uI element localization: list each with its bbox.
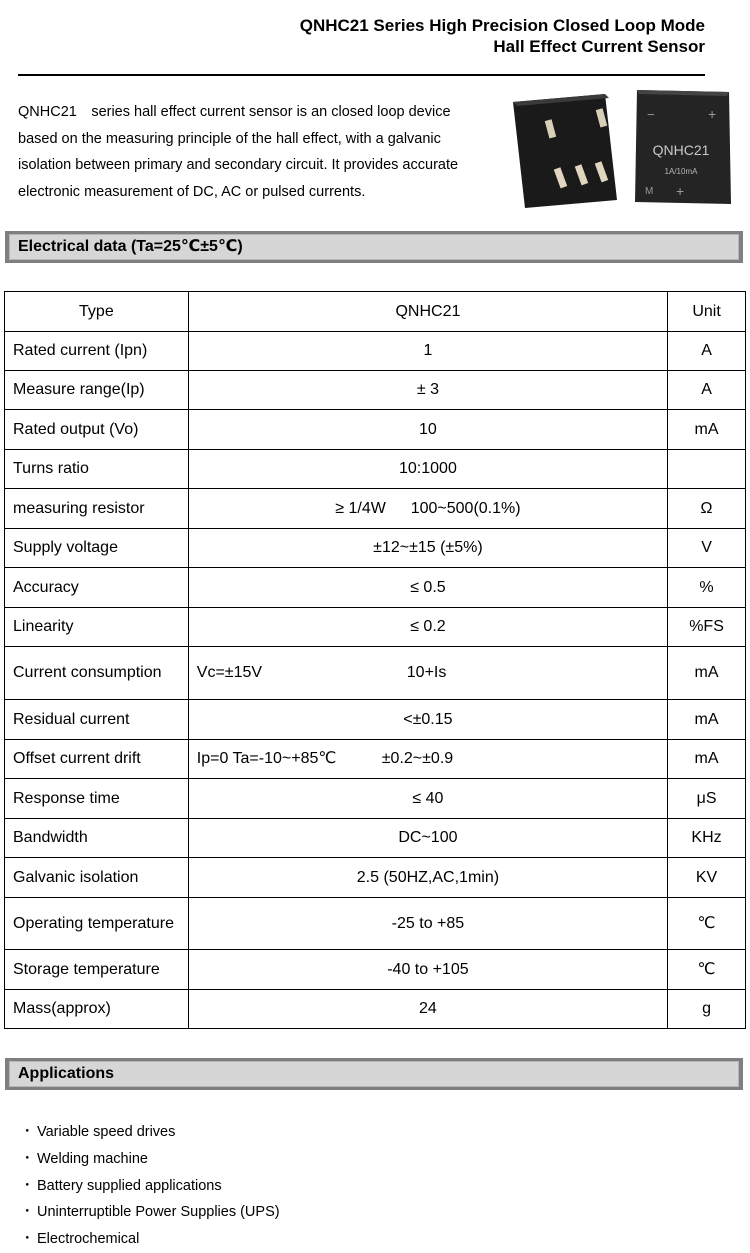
value-text: ±0.2~±0.9 bbox=[381, 750, 454, 767]
value-cell: DC~100 bbox=[188, 819, 667, 858]
table-row bbox=[5, 819, 746, 858]
unit-cell: mA bbox=[668, 740, 746, 779]
value-cell bbox=[188, 647, 667, 700]
unit-cell: ℃ bbox=[668, 898, 746, 950]
page-title bbox=[300, 15, 705, 57]
table-row bbox=[5, 858, 746, 898]
table-row bbox=[5, 700, 746, 740]
value-cell: -40 to +105 bbox=[188, 950, 667, 990]
table-row bbox=[5, 647, 746, 700]
unit-cell: A bbox=[668, 371, 746, 410]
condition-text: Ip=0 Ta=-10~+85℃ bbox=[196, 750, 337, 767]
applications-section-header bbox=[5, 1058, 743, 1090]
intro-line: based on the measuring principle of the hall effect, with a galvanic bbox=[18, 130, 441, 147]
bullet-icon: ・ bbox=[20, 1124, 35, 1140]
param-cell: Bandwidth bbox=[5, 819, 189, 858]
table-row bbox=[5, 410, 746, 450]
sensor-model-label: QNHC21 bbox=[652, 142, 710, 158]
param-cell: Galvanic isolation bbox=[5, 858, 189, 898]
param-cell: Supply voltage bbox=[5, 529, 189, 568]
applications-list bbox=[18, 1119, 280, 1253]
value-cell: ≤ 40 bbox=[188, 779, 667, 819]
param-cell: Accuracy bbox=[5, 568, 189, 608]
value-cell: ≤ 0.5 bbox=[188, 568, 667, 608]
table-row bbox=[5, 450, 746, 489]
unit-cell: g bbox=[668, 990, 746, 1029]
intro-line: isolation between primary and secondary circuit. It provides accurate bbox=[18, 157, 459, 173]
param-cell: Storage temperature bbox=[5, 950, 189, 990]
unit-cell: mA bbox=[668, 647, 746, 700]
unit-cell: ℃ bbox=[668, 950, 746, 990]
value-cell: 2.5 (50HZ,AC,1min) bbox=[188, 858, 667, 898]
table-row bbox=[5, 740, 746, 779]
electrical-section-title: Electrical data (Ta=25℃±5℃) bbox=[9, 234, 739, 260]
list-item bbox=[18, 1199, 280, 1226]
list-item bbox=[18, 1173, 280, 1200]
param-cell: Residual current bbox=[5, 700, 189, 740]
applications-section-title: Applications bbox=[9, 1061, 739, 1087]
table-row bbox=[5, 529, 746, 568]
param-cell: Linearity bbox=[5, 608, 189, 647]
bullet-icon: ・ bbox=[20, 1231, 35, 1248]
table-row bbox=[5, 371, 746, 410]
param-cell: Turns ratio bbox=[5, 450, 189, 489]
minus-mark: − bbox=[647, 107, 655, 122]
param-cell: Operating temperature bbox=[5, 898, 189, 950]
table-header-row bbox=[5, 292, 746, 332]
table-row bbox=[5, 489, 746, 529]
application-text: Electrochemical bbox=[37, 1231, 140, 1248]
value-cell: <±0.15 bbox=[188, 700, 667, 740]
unit-cell: μS bbox=[668, 779, 746, 819]
unit-cell: Ω bbox=[668, 489, 746, 529]
title-line-2: Hall Effect Current Sensor bbox=[493, 37, 705, 56]
bullet-icon: ・ bbox=[20, 1204, 35, 1221]
value-cell: 24 bbox=[188, 990, 667, 1029]
value-cell: ≤ 0.2 bbox=[188, 608, 667, 647]
application-text: Welding machine bbox=[37, 1150, 148, 1167]
type-header: Type bbox=[5, 292, 189, 332]
value-cell bbox=[188, 740, 667, 779]
unit-cell bbox=[668, 450, 746, 489]
table-row bbox=[5, 898, 746, 950]
plus-mark-bottom: + bbox=[676, 183, 685, 199]
value-cell: -25 to +85 bbox=[188, 898, 667, 950]
param-cell: Offset current drift bbox=[5, 740, 189, 779]
value-cell: ≥ 1/4W 100~500(0.1%) bbox=[188, 489, 667, 529]
intro-line: electronic measurement of DC, AC or pulsed currents. bbox=[18, 183, 366, 200]
value-cell: ± 3 bbox=[188, 371, 667, 410]
application-text: Variable speed drives bbox=[37, 1124, 176, 1140]
unit-cell: %FS bbox=[668, 608, 746, 647]
param-cell: Rated current (Ipn) bbox=[5, 332, 189, 371]
intro-line: QNHC21 series hall effect current sensor is an closed loop device bbox=[18, 104, 451, 120]
unit-cell: KV bbox=[668, 858, 746, 898]
application-text: Uninterruptible Power Supplies (UPS) bbox=[37, 1204, 280, 1221]
sensor-rating-label: 1A/10mA bbox=[664, 167, 698, 176]
value-cell: 10 bbox=[188, 410, 667, 450]
table-row bbox=[5, 950, 746, 990]
table-row bbox=[5, 608, 746, 647]
bullet-icon: ・ bbox=[20, 1150, 35, 1167]
param-cell: Measure range(Ip) bbox=[5, 371, 189, 410]
bullet-icon: ・ bbox=[20, 1177, 35, 1194]
unit-cell: % bbox=[668, 568, 746, 608]
intro-paragraph bbox=[18, 99, 498, 205]
condition-text: Vc=±15V bbox=[196, 664, 263, 681]
electrical-data-table bbox=[4, 291, 746, 1029]
application-text: Battery supplied applications bbox=[37, 1177, 222, 1194]
value-cell: 10:1000 bbox=[188, 450, 667, 489]
table-row bbox=[5, 568, 746, 608]
param-cell: Mass(approx) bbox=[5, 990, 189, 1029]
param-cell: Rated output (Vo) bbox=[5, 410, 189, 450]
electrical-section-header bbox=[5, 231, 743, 263]
param-cell: measuring resistor bbox=[5, 489, 189, 529]
unit-cell: mA bbox=[668, 700, 746, 740]
param-cell: Current consumption bbox=[5, 647, 189, 700]
product-photo bbox=[505, 82, 740, 222]
model-header: QNHC21 bbox=[188, 292, 667, 332]
table-row bbox=[5, 779, 746, 819]
value-cell: 1 bbox=[188, 332, 667, 371]
table-row bbox=[5, 990, 746, 1029]
list-item bbox=[18, 1119, 280, 1146]
m-mark: M bbox=[645, 186, 654, 197]
list-item bbox=[18, 1146, 280, 1173]
title-line-1: QNHC21 Series High Precision Closed Loop Mode bbox=[299, 16, 705, 35]
unit-header: Unit bbox=[668, 292, 746, 332]
title-divider bbox=[18, 74, 705, 76]
plus-mark-top: + bbox=[708, 106, 717, 122]
param-cell: Response time bbox=[5, 779, 189, 819]
value-cell: ±12~±15 (±5%) bbox=[188, 529, 667, 568]
list-item bbox=[18, 1226, 280, 1253]
table-row bbox=[5, 332, 746, 371]
unit-cell: mA bbox=[668, 410, 746, 450]
unit-cell: KHz bbox=[668, 819, 746, 858]
value-text: 10+Is bbox=[406, 664, 447, 681]
unit-cell: A bbox=[668, 332, 746, 371]
unit-cell: V bbox=[668, 529, 746, 568]
